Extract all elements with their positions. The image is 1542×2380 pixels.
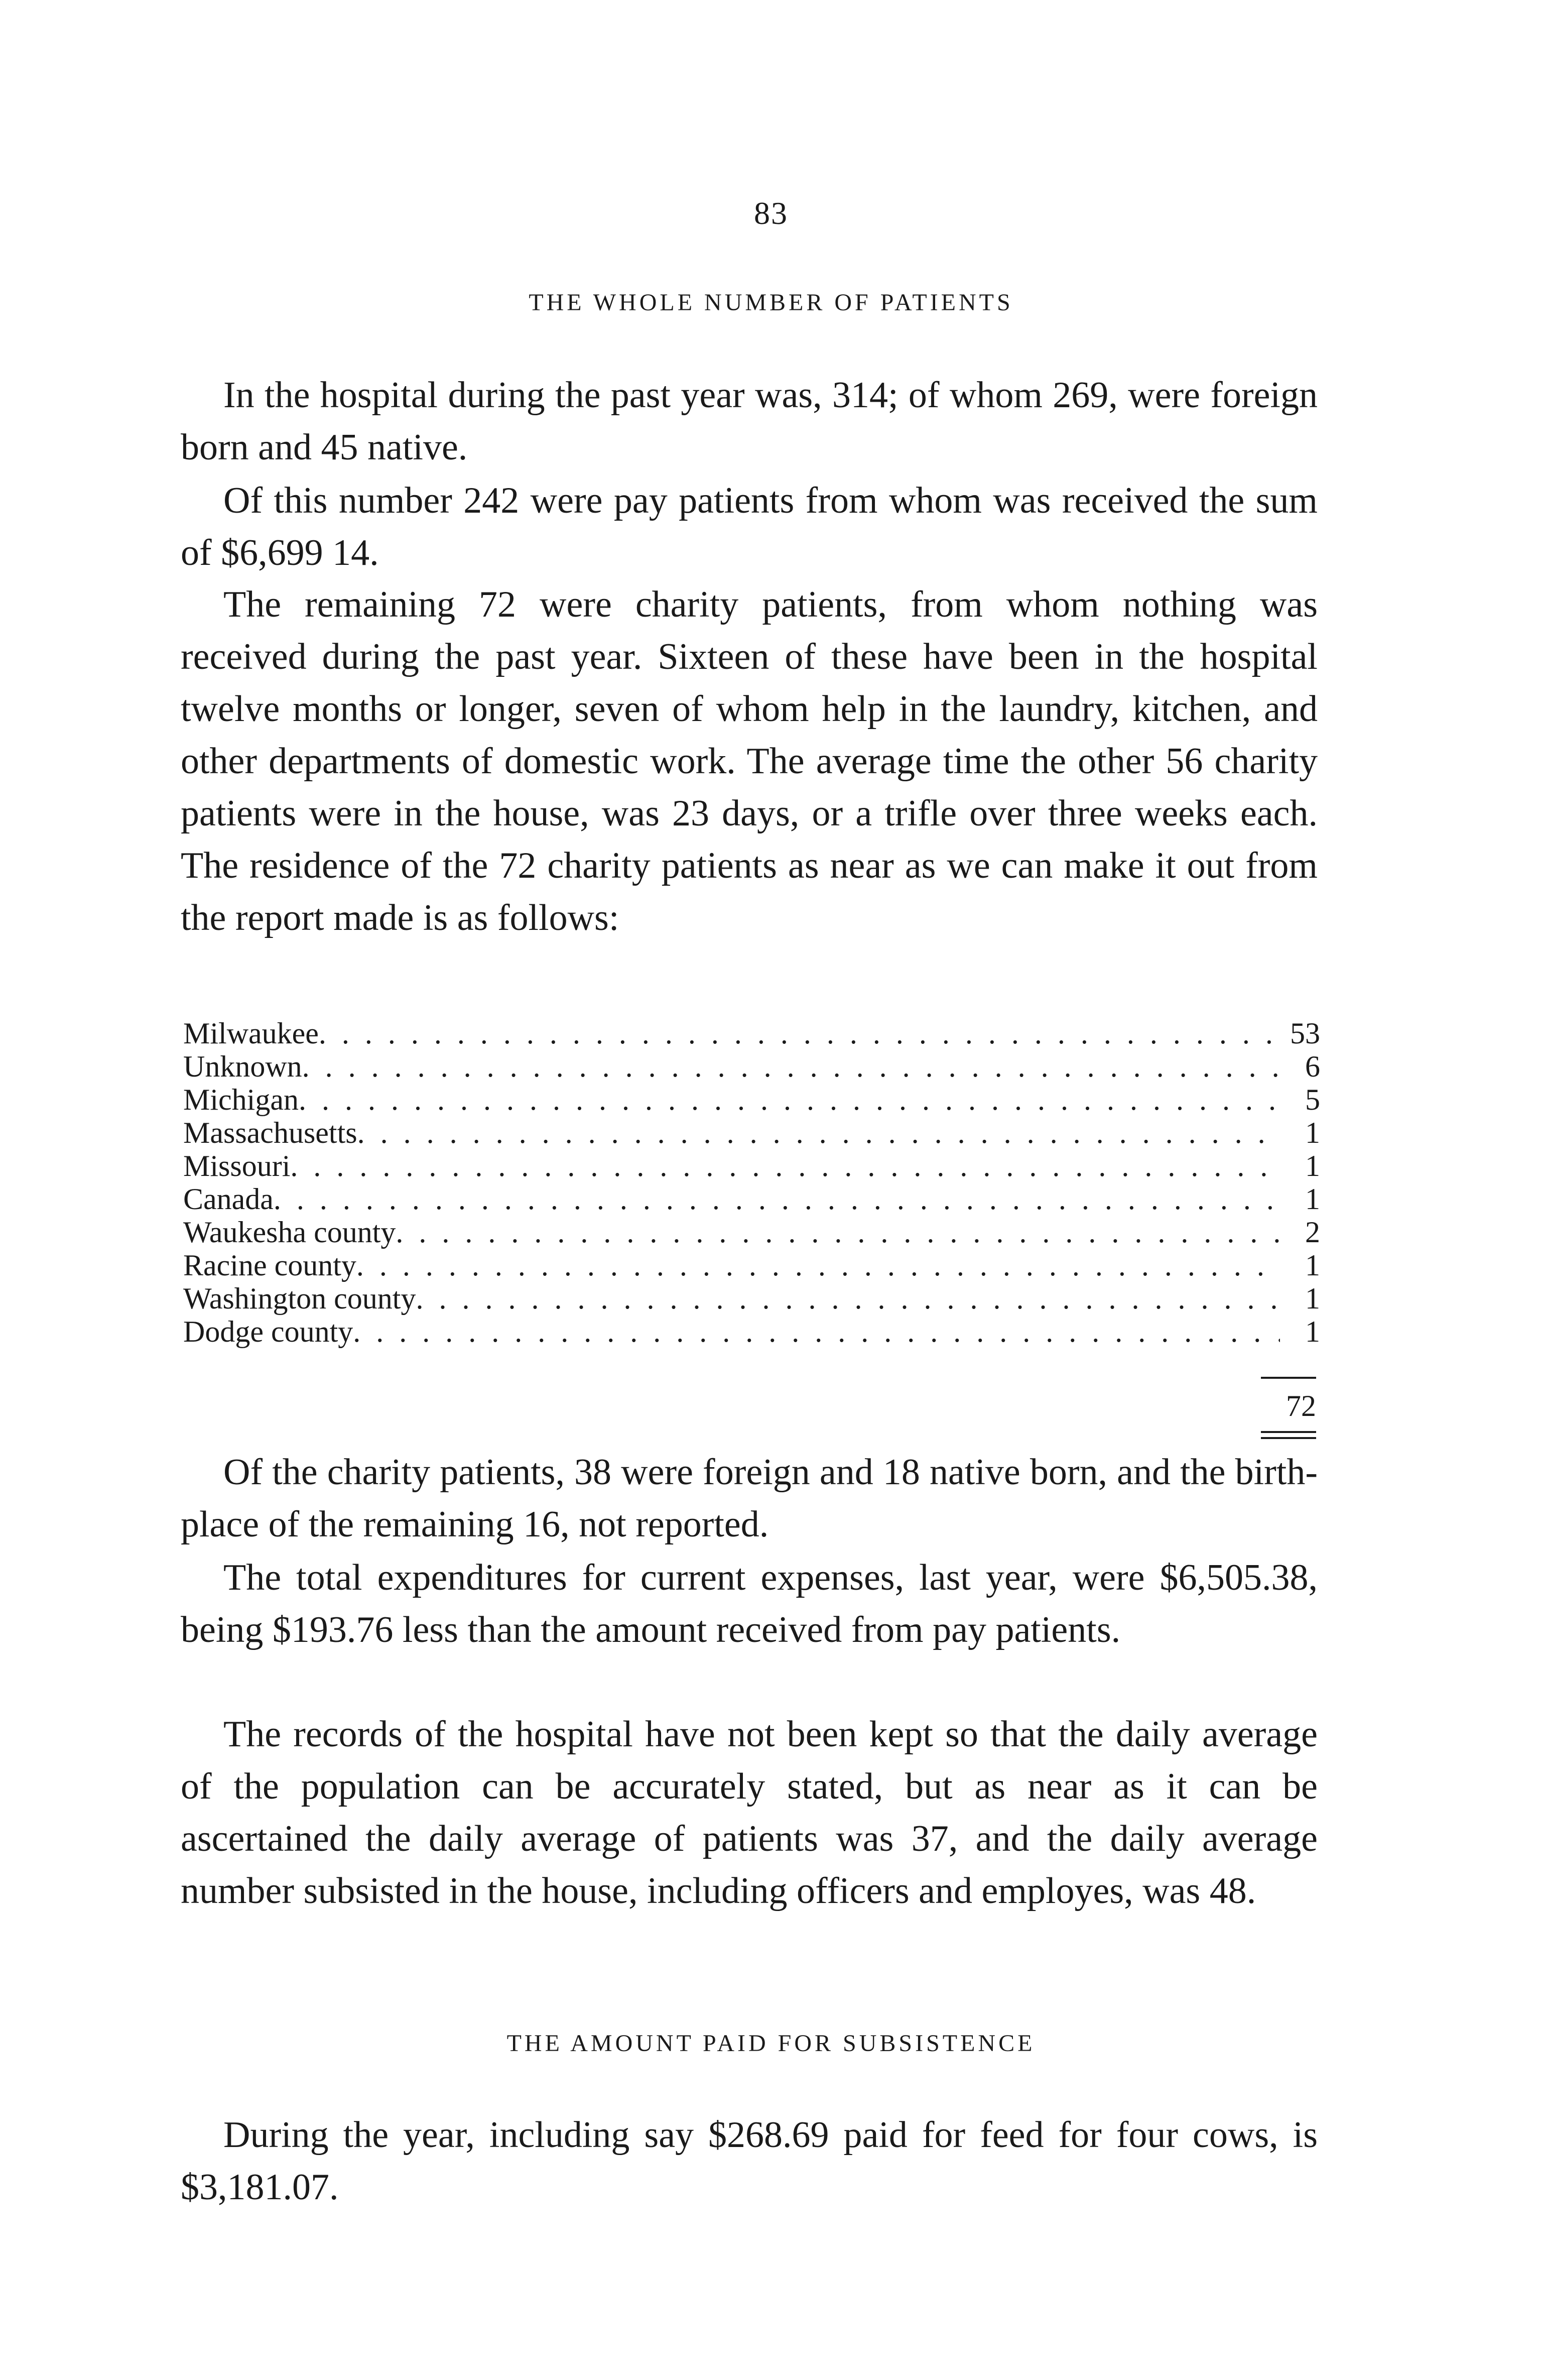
table-row	[183, 1249, 1320, 1282]
paragraph-daily-average: The records of the hospital have not been kept so that the daily average of the population can be accurately stated, but as near as it can be ascertained the daily average of patients was 37, and the daily average number subsisted in the house, including officers and employes, was 48.	[181, 1714, 1318, 1912]
table-row	[183, 1282, 1320, 1315]
residence-count: 2	[1305, 1216, 1320, 1249]
residence-count: 1	[1305, 1282, 1320, 1315]
dot-leader	[356, 1249, 1280, 1282]
paragraph-charity-patients: The remaining 72 were charity patients, from whom nothing was received during the past year. Sixteen of these have been in the hospital twelve months or longer, seven of whom help in the laundry, kitchen, and other departments of domestic work. The average time the other 56 charity patients were in the house, was 23 days, or a trifle over three weeks each. The residence of the 72 charity patients as near as we can make it out from the report made is as follows:	[181, 584, 1318, 938]
residence-count: 5	[1305, 1083, 1320, 1116]
dot-leader	[353, 1315, 1280, 1348]
residence-count: 1	[1305, 1116, 1320, 1149]
total-double-rule	[1261, 1437, 1316, 1439]
paragraph-subsistence: During the year, including say $268.69 paid for feed for four cows, is $3,181.07.	[181, 2114, 1318, 2208]
residence-place: Massachusetts	[183, 1116, 357, 1149]
table-row	[183, 1149, 1320, 1182]
residence-place: Dodge county	[183, 1315, 353, 1348]
table-row	[183, 1017, 1320, 1050]
table-row	[183, 1182, 1320, 1216]
total-double-rule	[1261, 1431, 1316, 1433]
residence-count: 1	[1305, 1149, 1320, 1182]
section-heading-whole-number-of-patients: THE WHOLE NUMBER OF PATIENTS	[529, 289, 1013, 316]
paragraph-expenditures: The total expenditures for current expenses, last year, were $6,505.38, being $193.76 less than the amount received from pay patients.	[181, 1557, 1318, 1650]
paragraph-pay-patients: Of this number 242 were pay patients from whom was received the sum of $6,699 14.	[181, 480, 1318, 573]
paragraph-charity-birthplace: Of the charity patients, 38 were foreign and 18 native born, and the birth-place of the remaining 16, not reported.	[181, 1452, 1318, 1545]
dot-leader	[357, 1116, 1280, 1149]
table-row	[183, 1216, 1320, 1249]
dot-leader	[416, 1282, 1280, 1315]
residence-table	[183, 1017, 1320, 1348]
residence-count: 53	[1290, 1017, 1320, 1050]
total-rule-top	[1261, 1377, 1316, 1379]
residence-count: 1	[1305, 1315, 1320, 1348]
residence-place: Racine county	[183, 1249, 356, 1282]
dot-leader	[274, 1182, 1280, 1216]
residence-place: Canada	[183, 1182, 274, 1216]
table-row	[183, 1083, 1320, 1116]
table-row	[183, 1050, 1320, 1083]
residence-count: 6	[1305, 1050, 1320, 1083]
residence-count: 1	[1305, 1182, 1320, 1216]
dot-leader	[299, 1083, 1280, 1116]
dot-leader	[302, 1050, 1280, 1083]
section-heading-amount-paid-for-subsistence: THE AMOUNT PAID FOR SUBSISTENCE	[506, 2030, 1036, 2057]
paragraph-total-patients: In the hospital during the past year was, 314; of whom 269, were foreign born and 45 native.	[181, 375, 1318, 468]
dot-leader	[319, 1017, 1280, 1050]
dot-leader	[396, 1216, 1280, 1249]
residence-place: Waukesha county	[183, 1216, 396, 1249]
residence-total: 72	[1286, 1389, 1316, 1422]
table-row	[183, 1116, 1320, 1149]
residence-place: Michigan	[183, 1083, 299, 1116]
residence-place: Unknown	[183, 1050, 302, 1083]
residence-place: Missouri	[183, 1149, 291, 1182]
table-row	[183, 1315, 1320, 1348]
page-number: 83	[754, 195, 788, 231]
dot-leader	[290, 1149, 1280, 1182]
residence-place: Washington county	[183, 1282, 416, 1315]
residence-count: 1	[1305, 1249, 1320, 1282]
residence-place: Milwaukee	[183, 1017, 319, 1050]
